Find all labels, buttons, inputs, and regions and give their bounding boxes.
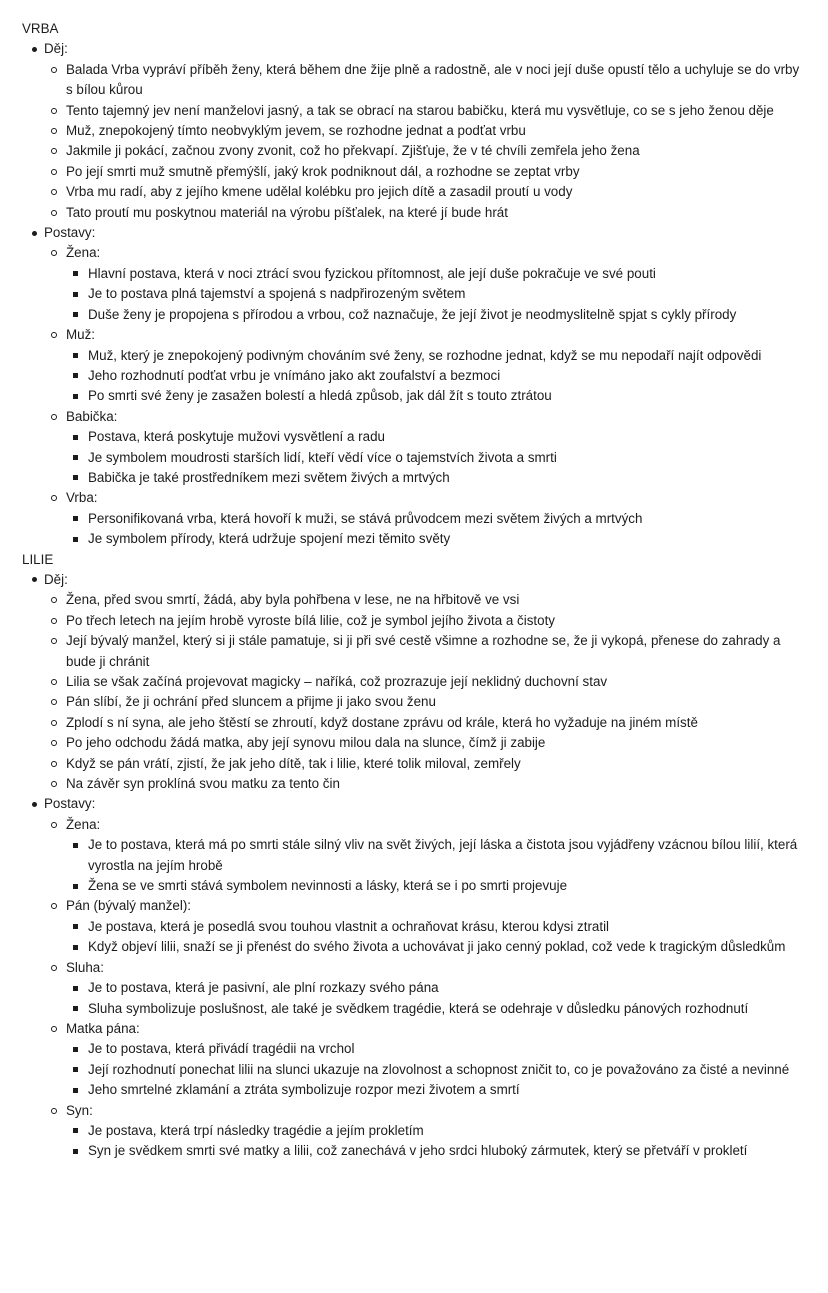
list-item: [44, 1019, 806, 1101]
list-item: [44, 488, 806, 549]
sub-list-item: Je postava, která trpí následky tragédie a jejím prokletím: [66, 1121, 806, 1141]
list-item-text: Jakmile ji pokácí, začnou zvony zvonit, což ho překvapí. Zjišťuje, že v té chvíli zemřela jeho žena: [66, 143, 640, 159]
sub-list-item: Když objeví lilii, snaží se ji přenést do svého života a uchovávat ji jako cenný poklad, což vede k tragickým důsledkům: [66, 937, 806, 957]
sub-list-item: Postava, která poskytuje mužovi vysvětlení a radu: [66, 427, 806, 447]
sub-list-item: Muž, který je znepokojený podivným chováním své ženy, se rozhodne jednat, když se mu nepodaří najít odpovědi: [66, 346, 806, 366]
sub-list-item: Je symbolem moudrosti starších lidí, kteří vědí více o tajemstvích života a smrti: [66, 448, 806, 468]
group-label: Děj:: [44, 41, 68, 57]
sub-list: [66, 1121, 806, 1162]
sub-list-item: Je to postava, která je pasivní, ale plní rozkazy svého pána: [66, 978, 806, 998]
list-item-text: Vrba:: [66, 490, 98, 506]
list-item-text: Vrba mu radí, aby z jejího kmene udělal kolébku pro jejich dítě a zasadil proutí u vody: [66, 184, 573, 200]
list-item-text: Její bývalý manžel, který si ji stále pamatuje, si ji při své cestě všimne a rozhodne se, že ji vykopá, přenese do zahrady a bude ji chránit: [66, 633, 781, 669]
list-item-text: Po třech letech na jejím hrobě vyroste bílá lilie, což je symbol jejího života a čistoty: [66, 612, 555, 628]
sub-list-item: Je postava, která je posedlá svou touhou vlastnit a ochraňovat krásu, kterou kdysi ztratil: [66, 917, 806, 937]
list-item: [44, 774, 806, 794]
list-item-text: Muž:: [66, 327, 96, 343]
sub-list-item: Je to postava, která přivádí tragédii na vrchol: [66, 1039, 806, 1059]
sub-list-item: Personifikovaná vrba, která hovoří k muži, se stává průvodcem mezi světem živých a mrtvých: [66, 509, 806, 529]
list-item-text: Žena, před svou smrtí, žádá, aby byla pohřbena v lese, ne na hřbitově ve vsi: [66, 592, 520, 608]
list-item: [44, 121, 806, 141]
list-item-text: Když se pán vrátí, zjistí, že jak jeho dítě, tak i lilie, které tolik miloval, zemřely: [66, 755, 521, 771]
group-list: [44, 815, 806, 1162]
section-outline: [22, 570, 806, 1162]
sub-list-item: Je to postava plná tajemství a spojená s nadpřirozeným světem: [66, 284, 806, 304]
list-item: [44, 754, 806, 774]
group-item: [22, 39, 806, 223]
group-item: [22, 794, 806, 1161]
sub-list-item: Jeho smrtelné zklamání a ztráta symbolizuje rozpor mezi životem a smrtí: [66, 1080, 806, 1100]
sub-list-item: Duše ženy je propojena s přírodou a vrbou, což naznačuje, že její život je neodmyslitelně spjat s cykly přírody: [66, 305, 806, 325]
sub-list: [66, 978, 806, 1019]
group-label: Děj:: [44, 571, 68, 587]
list-item: [44, 203, 806, 223]
list-item-text: Babička:: [66, 408, 118, 424]
list-item: [44, 672, 806, 692]
group-list: [44, 60, 806, 223]
sub-list: [66, 346, 806, 407]
sub-list-item: Jeho rozhodnutí podťat vrbu je vnímáno jako akt zoufalství a bezmoci: [66, 366, 806, 386]
group-label: Postavy:: [44, 796, 96, 812]
section-title: VRBA: [22, 21, 59, 36]
list-item: [44, 815, 806, 897]
sub-list-item: Po smrti své ženy je zasažen bolestí a hledá způsob, jak dál žít s touto ztrátou: [66, 386, 806, 406]
sub-list: [66, 835, 806, 896]
list-item: [44, 733, 806, 753]
list-item: [44, 713, 806, 733]
list-item: [44, 407, 806, 489]
list-item-text: Zplodí s ní syna, ale jeho štěstí se zhroutí, když dostane zprávu od krále, která ho vyžaduje na jiném místě: [66, 714, 698, 730]
sub-list: [66, 509, 806, 550]
sub-list: [66, 427, 806, 488]
list-item-text: Pán slíbí, že ji ochrání před sluncem a přijme ji jako svou ženu: [66, 694, 436, 710]
sub-list-item: Je symbolem přírody, která udržuje spojení mezi těmito světy: [66, 529, 806, 549]
list-item-text: Tato proutí mu poskytnou materiál na výrobu píšťalek, na které jí bude hrát: [66, 204, 508, 220]
list-item: [44, 958, 806, 1019]
sub-list-item: Je to postava, která má po smrti stále silný vliv na svět živých, její láska a čistota jsou vyjádřeny vzácnou bílou lilií, která vyrostla na jejím hrobě: [66, 835, 806, 876]
sub-list: [66, 264, 806, 325]
list-item: [44, 182, 806, 202]
sub-list-item: Žena se ve smrti stává symbolem nevinnosti a lásky, která se i po smrti projevuje: [66, 876, 806, 896]
group-list: [44, 243, 806, 549]
list-item-text: Po jeho odchodu žádá matka, aby její synovu milou dala na slunce, čímž ji zabije: [66, 735, 546, 751]
group-label: Postavy:: [44, 225, 96, 241]
list-item: [44, 60, 806, 101]
list-item-text: Po její smrti muž smutně přemýšlí, jaký krok podniknout dál, a rozhodne se zeptat vrby: [66, 163, 580, 179]
sub-list-item: Sluha symbolizuje poslušnost, ale také je svědkem tragédie, která se odehraje v důsledku pánových rozhodnutí: [66, 999, 806, 1019]
sub-list-item: Její rozhodnutí ponechat lilii na slunci ukazuje na zlovolnost a schopnost zničit to, co je považováno za čisté a nevinné: [66, 1060, 806, 1080]
list-item-text: Sluha:: [66, 959, 104, 975]
list-item: [44, 692, 806, 712]
list-item: [44, 141, 806, 161]
sub-list-item: Babička je také prostředníkem mezi světem živých a mrtvých: [66, 468, 806, 488]
list-item: [44, 101, 806, 121]
list-item: [44, 896, 806, 957]
list-item: [44, 631, 806, 672]
group-item: [22, 570, 806, 794]
section-outline: [22, 39, 806, 549]
list-item-text: Tento tajemný jev není manželovi jasný, a tak se obrací na starou babičku, která mu vysvětluje, co se s jeho ženou děje: [66, 102, 774, 118]
list-item: [44, 325, 806, 407]
list-item-text: Lilia se však začíná projevovat magicky – naříká, což prozrazuje její neklidný duchovní stav: [66, 674, 608, 689]
list-item-text: Matka pána:: [66, 1020, 140, 1036]
sub-list: [66, 1039, 806, 1100]
list-item: [44, 243, 806, 325]
list-item-text: Žena:: [66, 816, 101, 832]
list-item-text: Žena:: [66, 245, 101, 261]
list-item: [44, 162, 806, 182]
group-item: [22, 223, 806, 550]
list-item-text: Na závěr syn proklíná svou matku za tento čin: [66, 776, 340, 792]
group-list: [44, 590, 806, 794]
section-title: LILIE: [22, 551, 54, 567]
list-item-text: Pán (bývalý manžel):: [66, 898, 192, 914]
list-item: [44, 590, 806, 610]
sub-list-item: Hlavní postava, která v noci ztrácí svou fyzickou přítomnost, ale její duše pokračuje ve své pouti: [66, 264, 806, 284]
list-item-text: Balada Vrba vypráví příběh ženy, která během dne žije plně a radostně, ale v noci její duše opustí tělo a uchyluje se do vrby s bílou kůrou: [66, 61, 800, 98]
list-item: [44, 1101, 806, 1162]
list-item-text: Muž, znepokojený tímto neobvyklým jevem, se rozhodne jednat a podťat vrbu: [66, 123, 526, 139]
sub-list-item: Syn je svědkem smrti své matky a lilii, což zanechává v jeho srdci hluboký zármutek, který se přetváří v prokletí: [66, 1141, 806, 1161]
sub-list: [66, 917, 806, 958]
list-item: [44, 611, 806, 631]
list-item-text: Syn:: [66, 1102, 93, 1118]
